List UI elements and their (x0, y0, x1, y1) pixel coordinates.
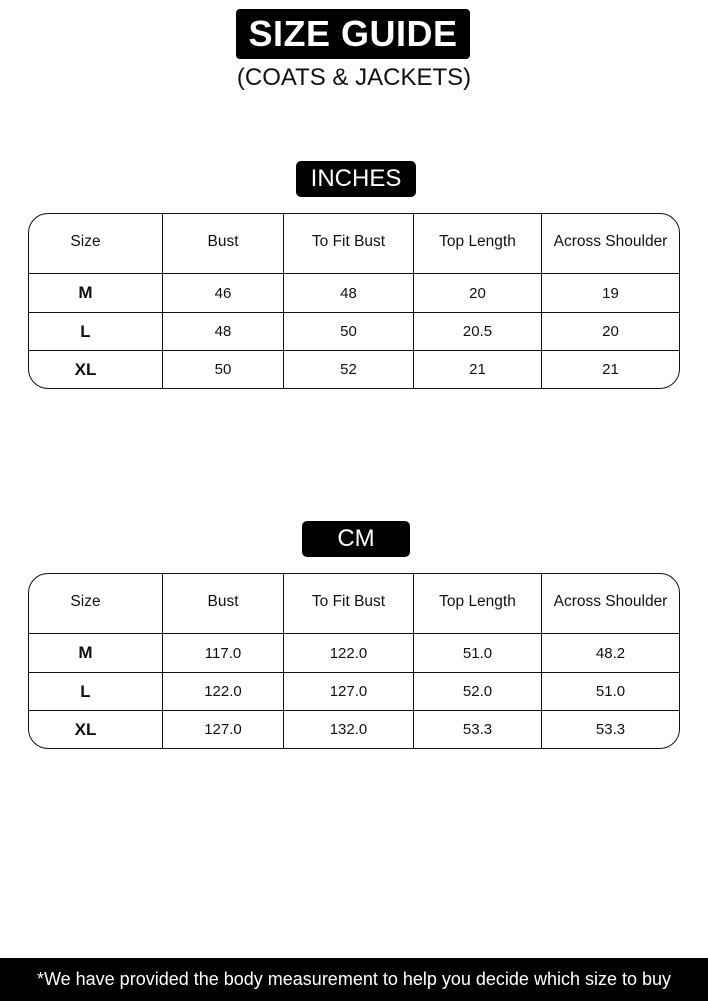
column-header-top-length: Top Length (413, 214, 541, 273)
footer-note: *We have provided the body measurement to help you decide which size to buy (0, 958, 708, 1001)
top-length-cell: 20 (413, 274, 541, 312)
column-header-bust: Bust (162, 214, 283, 273)
column-header-size: Size (70, 232, 101, 250)
bust-cell: 46 (162, 274, 283, 312)
column-header-size: Size (70, 592, 101, 610)
top-length-cell: 20.5 (413, 313, 541, 350)
table-row (29, 350, 679, 388)
bust-cell: 50 (162, 351, 283, 388)
size-cell: XL (74, 719, 97, 739)
table-header-row (29, 574, 679, 633)
inches-size-table (28, 213, 680, 389)
table-row (29, 672, 679, 710)
to-fit-bust-cell: 48 (283, 274, 413, 312)
top-length-cell: 21 (413, 351, 541, 388)
to-fit-bust-cell: 50 (283, 313, 413, 350)
across-shoulder-cell: 53.3 (541, 711, 679, 748)
column-header-to-fit-bust: To Fit Bust (283, 214, 413, 273)
table-row (29, 710, 679, 748)
column-header-top-length: Top Length (413, 574, 541, 633)
column-header-bust: Bust (162, 574, 283, 633)
size-cell: M (78, 643, 93, 662)
table-row (29, 273, 679, 312)
to-fit-bust-cell: 122.0 (283, 634, 413, 672)
across-shoulder-cell: 19 (541, 274, 679, 312)
column-header-across-shoulder: Across Shoulder (541, 214, 679, 273)
to-fit-bust-cell: 132.0 (283, 711, 413, 748)
page-title: SIZE GUIDE (236, 9, 470, 59)
cm-size-table (28, 573, 680, 749)
to-fit-bust-cell: 52 (283, 351, 413, 388)
bust-cell: 122.0 (162, 673, 283, 710)
to-fit-bust-cell: 127.0 (283, 673, 413, 710)
table-row (29, 312, 679, 350)
table-row (29, 633, 679, 672)
cm-section-label: CM (302, 521, 410, 557)
top-length-cell: 51.0 (413, 634, 541, 672)
size-cell: M (78, 283, 93, 302)
bust-cell: 117.0 (162, 634, 283, 672)
across-shoulder-cell: 48.2 (541, 634, 679, 672)
table-header-row (29, 214, 679, 273)
across-shoulder-cell: 20 (541, 313, 679, 350)
column-header-to-fit-bust: To Fit Bust (283, 574, 413, 633)
top-length-cell: 52.0 (413, 673, 541, 710)
page-subtitle: (COATS & JACKETS) (236, 64, 472, 91)
bust-cell: 48 (162, 313, 283, 350)
across-shoulder-cell: 21 (541, 351, 679, 388)
size-cell: L (80, 321, 91, 341)
bust-cell: 127.0 (162, 711, 283, 748)
column-header-across-shoulder: Across Shoulder (541, 574, 679, 633)
size-cell: XL (74, 359, 97, 379)
top-length-cell: 53.3 (413, 711, 541, 748)
inches-section-label: INCHES (296, 161, 416, 197)
across-shoulder-cell: 51.0 (541, 673, 679, 710)
size-cell: L (80, 681, 91, 701)
